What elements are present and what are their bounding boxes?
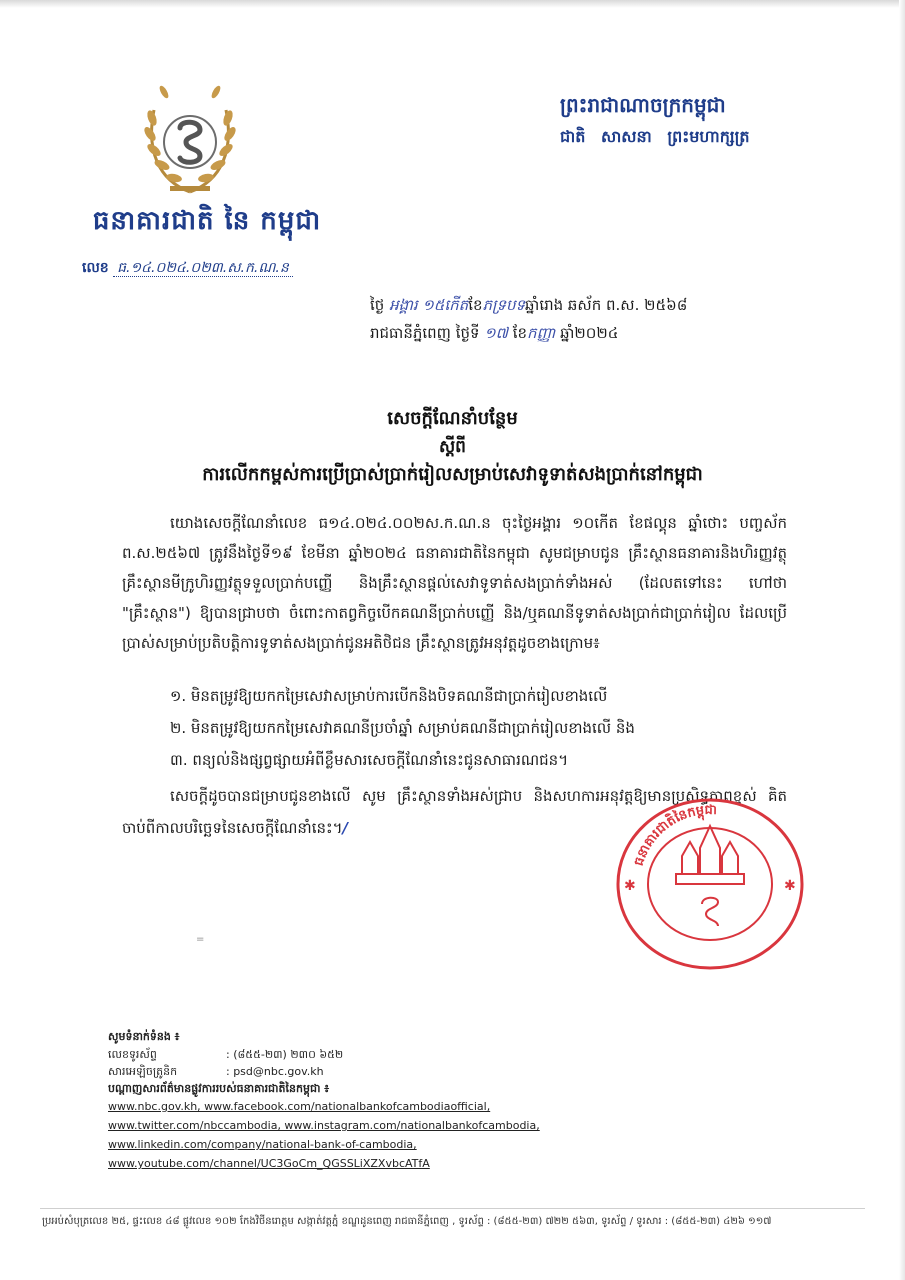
document-title: សេចក្តីណែនាំបន្ថែម	[387, 408, 518, 429]
contact-block	[108, 1030, 668, 1173]
reference-label: លេខ	[82, 260, 109, 276]
document-subject: ការលើកកម្ពស់ការប្រើប្រាស់ប្រាក់រៀលសម្រាប់សេវាទូទាត់សងប្រាក់នៅកម្ពុជា	[202, 464, 703, 485]
lunar-date-suffix: ឆ្នាំរោង ឆស័ក ព.ស. ២៥៦៨	[525, 296, 688, 314]
lunar-date-month-label: ខែ	[468, 296, 483, 314]
reference-value: ធ.១៤.០២៤.០២៣.ស.ក.ណ.ន	[113, 260, 293, 277]
body-text	[122, 508, 787, 658]
civil-date	[370, 324, 618, 346]
footer-address: ប្រអប់សំបុត្រលេខ ២៥, ផ្ទះលេខ ៤៨ ផ្លូវលេខ ១០២ កែងវិថីនរោត្តម សង្កាត់វត្តភ្នំ ខណ្ឌដូនពេញ រាជធានីភ្នំពេញ , ទូរស័ព្ទ : (៨៥៥-២៣) ៧២២ ៥៦៣, ទូរស័ព្ទ / ទូរសារ : (៨៥៥-២៣) ៤២៦ ១១៧	[42, 1216, 772, 1227]
list-item: ២. មិនតម្រូវឱ្យយកកម្រៃសេវាគណនីប្រចាំឆ្នាំ សម្រាប់គណនីជាប្រាក់រៀលខាងលើ និង	[170, 719, 635, 737]
social-link[interactable]: www.twitter.com/nbccambodia, www.instagram.com/nationalbankofcambodia,	[108, 1119, 540, 1132]
civil-date-day: ១៧	[484, 324, 508, 342]
footer-divider	[40, 1208, 865, 1209]
contact-title: សូមទំនាក់ទំនង ៖	[108, 1030, 180, 1043]
phone-value: : (៨៥៥-២៣) ២៣០ ៦៥២	[226, 1048, 344, 1061]
email-row	[108, 1063, 668, 1080]
svg-text:✱: ✱	[784, 878, 796, 894]
social-link[interactable]: www.linkedin.com/company/national-bank-of-cambodia,	[108, 1138, 417, 1151]
page-top-shadow	[0, 0, 905, 8]
intro-paragraph: យោងសេចក្តីណែនាំលេខ ធ១៤.០២៤.០០២ស.ក.ណ.ន ចុះថ្ងៃអង្គារ ១០កើត ខែផល្គុន ឆ្នាំថោះ បញ្ចស័ក ព.ស.២៥៦៧ ត្រូវនឹងថ្ងៃទី១៩ ខែមីនា ឆ្នាំ២០២៤ ធនាគារជាតិនៃកម្ពុជា សូមជម្រាបជូន គ្រឹះស្ថានធនាគារនិងហិរញ្ញវត្ថុ គ្រឹះស្ថានមីក្រូហិរញ្ញវត្ថុទទួលប្រាក់បញ្ញើ និងគ្រឹះស្ថានផ្តល់សេវាទូទាត់សងប្រាក់ទាំងអស់ (ដែលតទៅនេះ ហៅថា "គ្រឹះស្ថាន") ឱ្យបានជ្រាបថា ចំពោះកាតព្វកិច្ចបើកគណនីប្រាក់បញ្ញើ និង/ឬគណនីទូទាត់សងប្រាក់ជាប្រាក់រៀល ដែលប្រើប្រាស់សម្រាប់ប្រតិបត្តិការទូទាត់សងប្រាក់ជូនអតិថិជន គ្រឹះស្ថានត្រូវអនុវត្តដូចខាងក្រោម៖	[122, 514, 787, 652]
nbc-emblem-icon	[140, 80, 240, 200]
lunar-date-month: ភទ្របទ	[482, 296, 526, 314]
page-right-edge	[899, 0, 905, 1280]
civil-date-prefix: រាជធានីភ្នំពេញ ថ្ងៃទី	[370, 324, 480, 342]
civil-date-year: ឆ្នាំ២០២៤	[560, 324, 619, 342]
svg-text:✱: ✱	[624, 878, 636, 894]
national-motto: ជាតិ សាសនា ព្រះមហាក្សត្រ	[560, 127, 750, 146]
email-label: សារអេឡិចត្រូនិក	[108, 1065, 178, 1078]
closing-text: សេចក្តីដូចបានជម្រាបជូនខាងលើ សូម គ្រឹះស្ថានទាំងអស់ជ្រាប និងសហការអនុវត្តឱ្យមានប្រសិទ្ធភាពខ្ពស់ គិតចាប់ពីកាលបរិច្ឆេទនៃសេចក្តីណែនាំនេះ។	[122, 787, 787, 837]
social-link[interactable]: www.youtube.com/channel/UC3GoCm_QGSSLiXZXvbcATfA	[108, 1157, 430, 1170]
reference-number	[82, 258, 293, 279]
official-seal-icon	[612, 792, 808, 972]
bank-name: ធនាគារជាតិ នៃ កម្ពុជា	[92, 206, 322, 236]
lunar-date-handwritten: អង្គារ ១៥កើត	[389, 296, 469, 314]
lunar-date-prefix: ថ្ងៃ	[370, 296, 385, 314]
social-links-title: បណ្តាញសារព័ត៌មានផ្លូវការរបស់ធនាគារជាតិនៃកម្ពុជា ៖	[108, 1082, 330, 1095]
social-link[interactable]: www.nbc.gov.kh, www.facebook.com/nationalbankofcambodiaofficial,	[108, 1100, 491, 1113]
phone-label: លេខទូរស័ព្ទ	[108, 1048, 157, 1061]
signature-tick: /	[342, 819, 348, 837]
list-item: ១. មិនតម្រូវឱ្យយកកម្រៃសេវាសម្រាប់ការបើកនិងបិទគណនីជាប្រាក់រៀលខាងលើ	[170, 687, 608, 705]
instruction-list	[170, 680, 810, 776]
svg-text:ធនាគារជាតិនៃកម្ពុជា	[632, 803, 717, 868]
phone-row	[108, 1046, 668, 1063]
kingdom-title: ព្រះរាជាណាចក្រកម្ពុជា	[560, 93, 726, 117]
list-item: ៣. ពន្យល់និងផ្សព្វផ្សាយអំពីខ្លឹមសារសេចក្តីណែនាំនេះជូនសាធារណជន។	[170, 751, 569, 769]
document-title-about: ស្តីពី	[439, 437, 466, 457]
email-value[interactable]: : psd@nbc.gov.kh	[226, 1065, 324, 1078]
lunar-date	[370, 296, 687, 318]
seal-ring-text: ធនាគារជាតិនៃកម្ពុជា	[631, 802, 718, 868]
civil-date-month-label: ខែ	[512, 324, 528, 342]
civil-date-month: កញ្ញា	[527, 324, 556, 342]
stray-mark: =	[196, 934, 205, 945]
